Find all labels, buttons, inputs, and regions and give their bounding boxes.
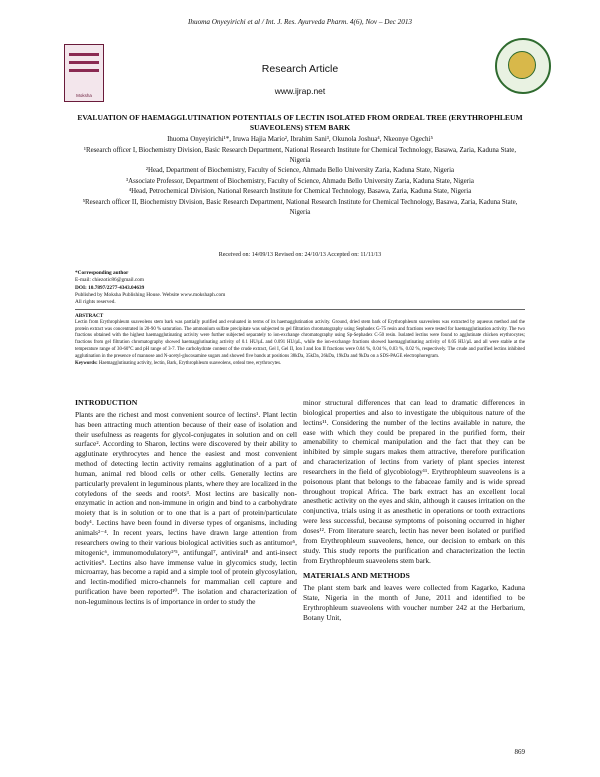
methods-heading: MATERIALS AND METHODS: [303, 571, 410, 581]
rights-note: All rights reserved.: [75, 299, 116, 306]
affiliation-3: ³Associate Professor, Department of Biochemistry, Faculty of Science, Ahmadu Bello University Zaria, Kaduna State, Nigeria: [126, 177, 474, 185]
author-list: Ihuoma Onyeyirichi¹*, Iruwa Hajia Mario², Ibrahim Sani³, Okunola Joshua⁴, Nkeonye Ogechi⁵: [167, 135, 433, 143]
keywords-text: Haemagglutinating activity, lectin, Bark, Erythrophleum suaveolens, ordeal tree, erythrocytes.: [98, 360, 282, 366]
affiliation-4: ⁴Head, Petrochemical Division, National Research Institute for Chemical Technology, Basawa, Zaria, Kaduna State, Nigeria: [128, 188, 472, 196]
doi[interactable]: DOI: 10.7897/2277-4343.04639: [75, 284, 145, 291]
affiliations: [80, 146, 520, 218]
introduction-heading: INTRODUCTION: [75, 398, 138, 407]
body-column-left: [75, 398, 297, 609]
divider: [75, 309, 525, 310]
keywords-label: Keywords:: [75, 360, 98, 366]
affiliation-1: ¹Research officer I, Biochemistry Division, Basic Research Department, National Research Institute for Chemical Technology, Basawa, Zaria, Kaduna State, Nigeria: [83, 147, 517, 164]
publisher-note: Published by Moksha Publishing House. Website www.mokshaph.com: [75, 291, 226, 298]
keywords-line: [75, 361, 525, 368]
corresponding-author-heading: *Corresponding author: [75, 270, 129, 276]
corresponding-email[interactable]: E-mail: chiezotic86@gmail.com: [75, 277, 145, 284]
article-type: Research Article: [261, 63, 339, 75]
abstract-heading: ABSTRACT: [75, 313, 104, 319]
page-number: 869: [514, 748, 525, 756]
affiliation-5: ⁵Research officer II, Biochemistry Division, Basic Research Department, National Research Institute for Chemical Technology, Basawa, Zaria, Kaduna State, Nigeria: [82, 198, 518, 216]
logo-text: Moksha: [76, 93, 92, 98]
abstract-body: Lectin from Erythrophleum suaveolens stem bark was partially purified and evaluated in terms of its haemagglutination activity. Ground, dried stem bark of Erythrophleum suaveolens was extracted by aqueous method and the protein extract was concentrated in 20-90 % saturation. The ammonium sulfate precipitate was subjected to gel filtration chromatography using Sephadex G-75 resin and fractions were tested for haemagglutination activity. The two fractions obtained with the highest haemagglutinating activity were further subjected separately to ion-exchange chromatography using Sp-Sephadex C-50 resin. Isolated lectins were found to agglutinate chicken erythrocytes; fractions from gel filtration chromatography showed haemagglutinating activity of 0.1 HU/µL and 0.091 HU/µL, while the ion-exchange fractions showed haemagglutinating activity of 0.05 HU/µL and all were stable at the temperature range of 30-60°C and pH range of 3-7. The carbohydrate content of the crude extract, Gel I, Gel II, Ion I and Ion II fractions were 0.04 %, 0.04 %, 0.03 %, 0.02 %, respectively. The crude and purified lectins inhibited agglutination in the presence of mannose and N-acetyl-glucosamine sugars and showed five bands at positions 38kDa, 35kDa, 26kDa, 19kDa and 9kDa on a SDS-PAGE electrophoregram.: [75, 319, 525, 359]
correspondence-block: [75, 270, 375, 306]
methods-paragraph: The plant stem bark and leaves were collected from Kagarko, Kaduna State, Nigeria in the month of June, 2011 and identified to be Erythrophleum suaveolens with voucher number 242 at the Herbarium, Botany Unit,: [303, 583, 525, 622]
submission-dates: Received on: 14/09/13 Revised on: 24/10/13 Accepted on: 11/11/13: [218, 252, 382, 258]
intro-paragraph: Plants are the richest and most convenient source of lectins¹. Plant lectin has been attracting much attention because of their ease of isolation and their usefulness as reagents for glycol-conjugates in solution and on cell surface². According to Sharon, lectins were discovered by their ability to agglutinate erythrocytes and hence the easiest and most convenient method of detecting lectin activity remains agglutination of a part of human, animal red blood cells or other cells. Generally lectins are particularly prevalent in leguminous plants, where they are localized in the cotyledons of the seeds and roots³. Most lectins are basically non-enzymatic in action and non-immune in origin and bind to a carbohydrate moiety that is in solution or to one that is a part of protein/particulate body¹. Lectins have been found in diverse types of organisms, including animals²⁻⁴. In recent years, lectins have drawn large attention from researchers owing to their various biological activities such as antitumor⁵, mitogenic⁶, immunomodulatory²ʹ⁵, antifungal⁷, antiviral⁸ and anti-insect activities⁹. Lectins also have immense value in glycomics study, lectin microarray, has become a rapid and a simple tool of protein glycosylation, and lectin-modified micro-channels for mammalian cell capture and purification have been reported¹⁰. The isolation and characterization of non-leguminous lectins is of importance in order to study the: [75, 409, 297, 606]
paper-title: EVALUATION OF HAEMAGGLUTINATION POTENTIALS OF LECTIN ISOLATED FROM ORDEAL TREE (ERYTHROPHLEUM SUAVEOLENS) STEM BARK: [77, 113, 523, 132]
body-column-right: [303, 398, 525, 625]
abstract-block: [75, 313, 525, 367]
journal-url[interactable]: www.ijrap.net: [274, 86, 326, 96]
running-head: Ihuoma Onyeyirichi et al / Int. J. Res. Ayurveda Pharm. 4(6), Nov – Dec 2013: [187, 18, 413, 26]
intro-paragraph-cont: minor structural differences that can lead to dramatic differences in biological properties and also to investigate the ubiquitous nature of the lectins¹¹. Considering the number of the lectins available in nature, the ease with which they could be prepared in the purified form, their amenability to chemical manipulation and the fact that they can be inhibited by simple sugars makes them attractive, therefore purification and characterization of lectins from variety of plant species interest researchers in the field of glycobiology¹¹. Erythrophleum suaveolens is a poisonous plant that belongs to the fabaceae family and is wide spread throughout tropical Africa. The bark extract has an excellent local anesthetic activity on the eyes and skin, although it causes irritation on the conjunctiva, trials using it as anesthetic in operations or tooth extractions were less successful, because symptoms of poisoning occurred in higher doses¹². From literature search, lectin has never been isolated or purified from Erythrophleum suaveolens, hence, our decision to embark on this study. This study reports the purification and characterization the lectin from Erythrophleum suaveolens stem bark.: [303, 398, 525, 565]
affiliation-2: ²Head, Department of Biochemistry, Faculty of Science, Ahmadu Bello University Zaria, Kaduna State, Nigeria: [145, 167, 455, 175]
